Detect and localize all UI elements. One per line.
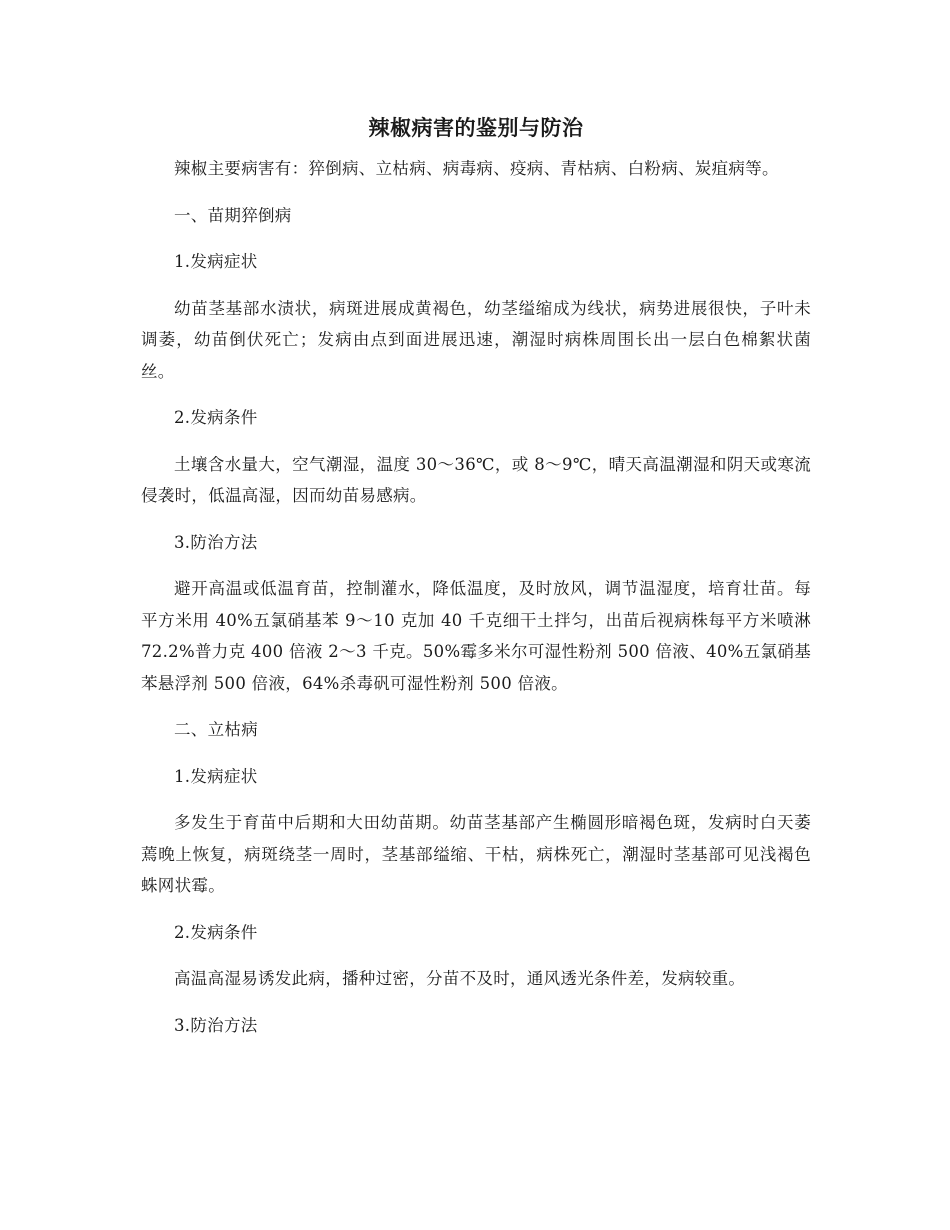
subheading-control: 3.防治方法 [174, 532, 258, 552]
intro-paragraph: 辣椒主要病害有：猝倒病、立枯病、病毒病、疫病、青枯病、白粉病、炭疽病等。 [174, 159, 779, 178]
subheading-symptoms: 1.发病症状 [174, 252, 258, 271]
subheading-symptoms-2: 1.发病症状 [174, 766, 258, 786]
subheading-control-2: 3.防治方法 [174, 1015, 258, 1035]
conditions-paragraph-2: 高温高湿易诱发此病，播种过密，分苗不及时，通风透光条件差，发病较重。 [174, 969, 746, 988]
subheading-conditions: 2.发病条件 [174, 408, 258, 427]
symptoms-paragraph: 幼苗茎基部水渍状，病斑进展成黄褐色，幼茎缢缩成为线状，病势进展很快，子叶未调萎，幼苗倒伏死亡；发病由点到面进展迅速，潮湿时病株周围长出一层白色棉絮状菌丝。 [141, 298, 811, 381]
section-heading-damping-off: 一、苗期猝倒病 [174, 205, 292, 225]
document-title: 辣椒病害的鉴别与防治 [368, 115, 584, 140]
section-heading-rhizoctonia: 二、立枯病 [174, 720, 258, 739]
document-page [141, 112, 811, 1056]
subheading-conditions-2: 2.发病条件 [174, 922, 258, 942]
control-paragraph: 避开高温或低温育苗，控制灌水，降低温度，及时放风，调节温湿度，培育壮苗。每平方米用 40%五氯硝基苯 9～10 克加 40 千克细干土拌匀，出苗后视病株每平方米喷淋 72.2%普力克 400 倍液 2～3 千克。50%霉多米尔可湿性粉剂 500 倍液、40%五氯硝基苯悬浮剂 500 倍液，64%杀毒矾可湿性粉剂 500 倍液。 [141, 579, 811, 693]
symptoms-paragraph-2: 多发生于育苗中后期和大田幼苗期。幼苗茎基部产生椭圆形暗褐色斑，发病时白天萎蔫晚上恢复，病斑绕茎一周时，茎基部缢缩、干枯，病株死亡，潮湿时茎基部可见浅褐色蛛网状霉。 [141, 813, 811, 895]
conditions-paragraph: 土壤含水量大，空气潮湿，温度 30～36℃，或 8～9℃，晴天高温潮湿和阴天或寒流侵袭时，低温高湿，因而幼苗易感病。 [141, 454, 811, 505]
